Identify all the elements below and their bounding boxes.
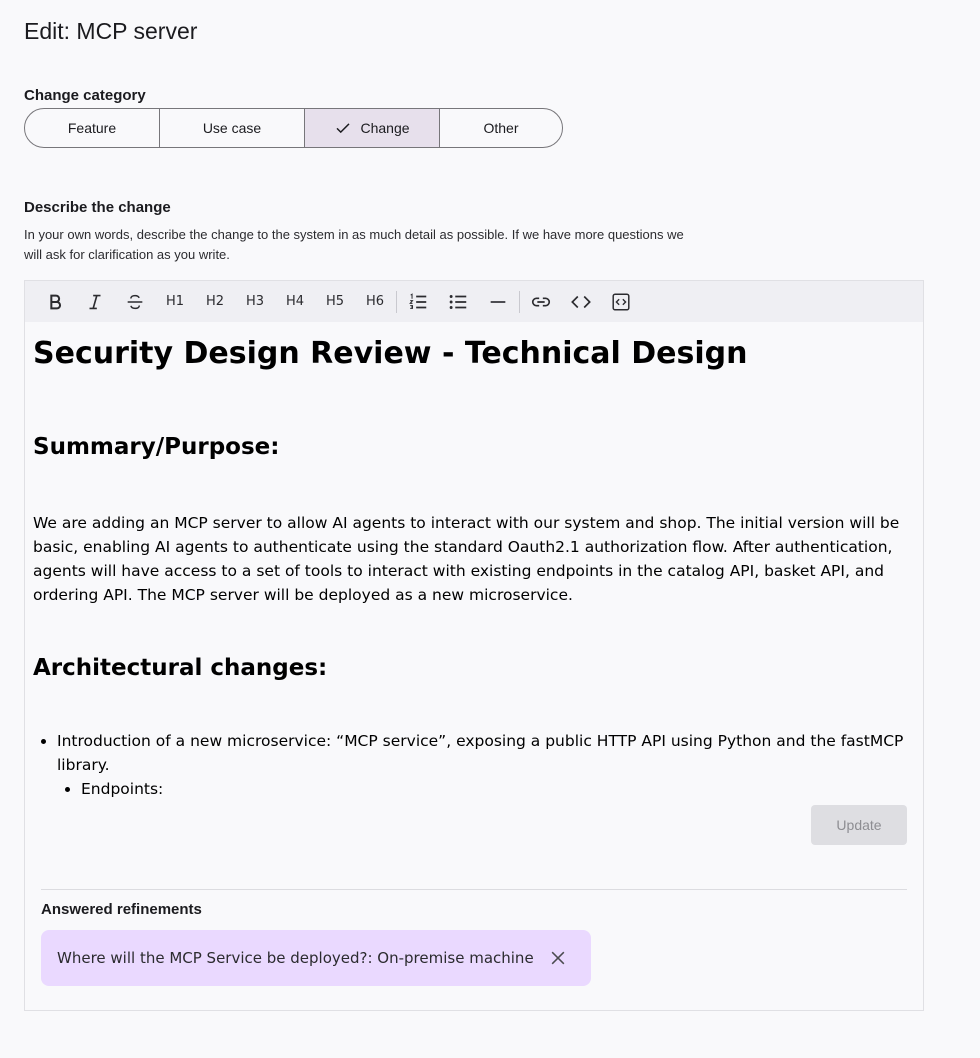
italic-button[interactable] (75, 287, 115, 317)
ordered-list-button[interactable] (398, 287, 438, 317)
strikethrough-button[interactable] (115, 287, 155, 317)
horizontal-rule-icon (487, 291, 509, 313)
rich-text-editor (24, 280, 924, 1011)
heading-2-button[interactable]: H2 (205, 294, 225, 309)
refinement-chip-text: Where will the MCP Service be deployed?: On-premise machine (57, 949, 534, 967)
editor-content-area[interactable] (25, 322, 923, 798)
describe-change-helper-text: In your own words, describe the change to the system in as much detail as possible. If we have more questions we will ask for clarification as you write. (24, 227, 684, 262)
heading-3-button[interactable]: H3 (245, 294, 265, 309)
list-item-text: Introduction of a new microservice: “MCP service”, exposing a public HTTP API using Python and the fastMCP library. (57, 732, 904, 774)
section-divider (41, 889, 907, 890)
code-block-icon (610, 291, 632, 313)
italic-icon (84, 291, 106, 313)
document-title: Security Design Review - Technical Design (33, 336, 748, 371)
code-block-button[interactable] (601, 287, 641, 317)
toolbar-divider (519, 291, 520, 313)
link-button[interactable] (521, 287, 561, 317)
segment-change[interactable] (305, 109, 440, 147)
change-category-label: Change category (24, 87, 146, 104)
describe-change-label: Describe the change (24, 199, 171, 216)
bold-icon (44, 291, 66, 313)
bullet-list-icon (447, 291, 469, 313)
link-icon (530, 291, 552, 313)
heading-4-button[interactable]: H4 (285, 294, 305, 309)
editor-toolbar (25, 281, 923, 322)
architectural-changes-heading: Architectural changes: (33, 655, 328, 681)
summary-heading: Summary/Purpose: (33, 434, 280, 460)
code-icon (570, 291, 592, 313)
bullet-list-button[interactable] (438, 287, 478, 317)
segment-use-case[interactable] (160, 109, 305, 147)
update-button[interactable]: Update (811, 805, 907, 845)
strikethrough-icon (124, 291, 146, 313)
change-category-segmented-control (24, 108, 563, 148)
refinement-chip (41, 930, 591, 986)
list-item: • Endpoints: (81, 777, 915, 801)
horizontal-rule-button[interactable] (478, 287, 518, 317)
close-icon[interactable] (548, 948, 568, 968)
toolbar-divider (396, 291, 397, 313)
heading-1-button[interactable]: H1 (165, 294, 185, 309)
nested-list (57, 777, 915, 801)
ordered-list-icon (407, 291, 429, 313)
page-title: Edit: MCP server (24, 18, 198, 44)
answered-refinements-title: Answered refinements (41, 901, 202, 918)
summary-paragraph: We are adding an MCP server to allow AI agents to interact with our system and shop. The initial version will be basic, enabling AI agents to authenticate using the standard Oauth2.1 authorization flow. After authentication, agents will have access to a set of tools to interact with existing endpoints in the catalog API, basket API, and ordering API. The MCP server will be deployed as a new microservice. (33, 514, 900, 604)
code-button[interactable] (561, 287, 601, 317)
list-item (57, 729, 915, 801)
segment-other-label: Other (483, 120, 519, 136)
segment-other[interactable] (440, 109, 562, 147)
segment-use-case-label: Use case (202, 120, 262, 136)
architectural-changes-list (33, 729, 915, 801)
segment-feature[interactable] (25, 109, 160, 147)
segment-feature-label: Feature (67, 120, 117, 136)
heading-5-button[interactable]: H5 (325, 294, 345, 309)
segment-change-label: Change (360, 120, 410, 136)
check-icon (334, 119, 352, 137)
bold-button[interactable] (35, 287, 75, 317)
heading-6-button[interactable]: H6 (365, 294, 385, 309)
